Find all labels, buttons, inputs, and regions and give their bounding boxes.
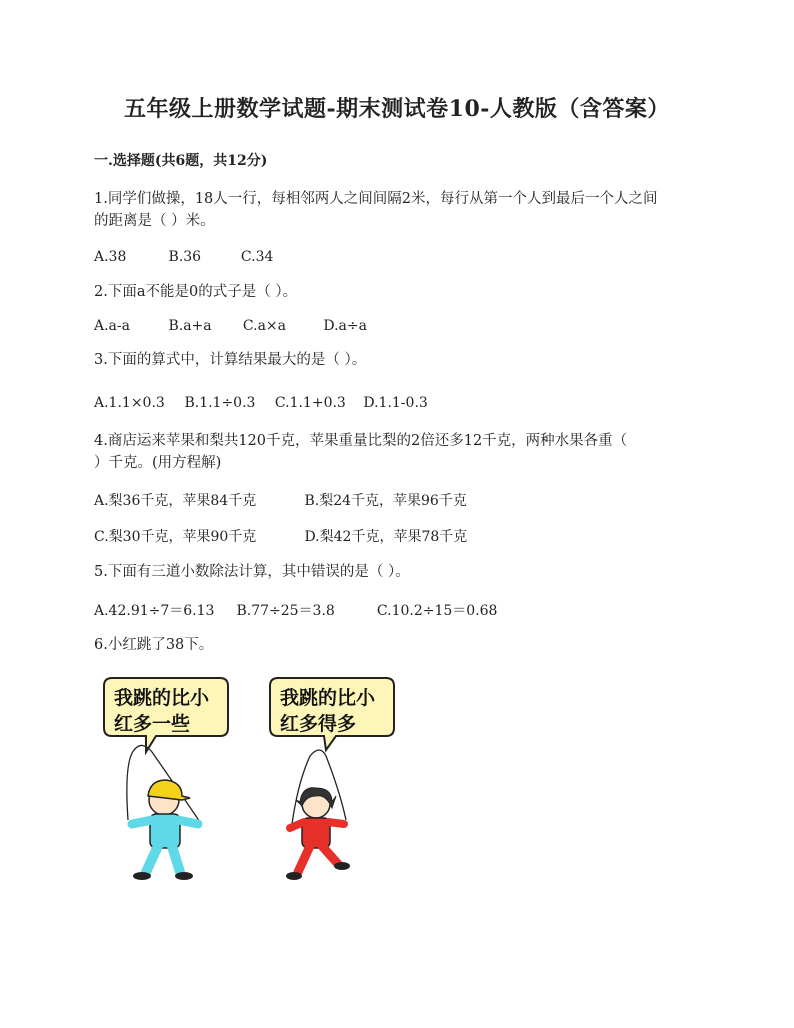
question-1 (94, 188, 704, 232)
girl-left-leg (298, 846, 310, 872)
boy-right-arm (178, 820, 198, 824)
boy-right-shoe (175, 872, 193, 880)
girl-right-arm (328, 822, 344, 824)
question-5-options (94, 600, 497, 620)
option-a: A.38 (94, 249, 127, 265)
girl-figure (286, 750, 350, 880)
question-6-line-1: 6.小红跳了38下。 (94, 637, 214, 653)
question-2-line-1: 2.下面a不能是0的式子是（ ）。 (94, 284, 298, 300)
question-1-line-1: 1.同学们做操，18人一行，每相邻两人之间间隔2米，每行从第一个人到最后一个人之间 (94, 191, 658, 207)
option-d: D.a÷a (323, 318, 367, 334)
question-3-options (94, 395, 428, 411)
girl-left-arm (290, 822, 304, 828)
option-b: B.36 (168, 249, 202, 265)
question-5-line-1: 5.下面有三道小数除法计算，其中错误的是（ ）。 (94, 564, 410, 580)
option-c: C.梨30千克，苹果90千克 (94, 529, 257, 545)
question-5 (94, 561, 704, 583)
question-2-options (94, 318, 367, 334)
option-c: C.10.2÷15＝0.68 (376, 603, 498, 619)
option-a: A.a-a (94, 318, 130, 334)
girl-right-leg (322, 846, 338, 864)
section-heading: 一.选择题(共6题，共12分) (94, 153, 268, 169)
option-d: D.梨42千克，苹果78千克 (304, 529, 468, 545)
boy-left-arm (132, 820, 152, 824)
option-a: A.梨36千克，苹果84千克 (94, 493, 257, 509)
option-b: B.77÷25＝3.8 (236, 603, 335, 619)
option-b: B.梨24千克，苹果96千克 (304, 493, 467, 509)
option-a: A.1.1×0.3 (94, 395, 165, 411)
question-4-options-row-1 (94, 490, 467, 510)
option-a: A.42.91÷7＝6.13 (94, 603, 215, 619)
boy-right-leg (172, 846, 180, 872)
question-4-line-2: ）千克。(用方程解) (94, 455, 222, 471)
option-d: D.1.1-0.3 (363, 395, 428, 411)
option-c: C.1.1+0.3 (274, 395, 346, 411)
girl-right-shoe (334, 862, 350, 870)
option-c: C.34 (240, 249, 274, 265)
question-3-line-1: 3.下面的算式中，计算结果最大的是（ ）。 (94, 352, 367, 368)
question-3 (94, 349, 704, 371)
option-b: B.1.1÷0.3 (184, 395, 256, 411)
boy-figure (127, 745, 200, 880)
boy-cap (148, 780, 190, 800)
option-c: C.a×a (242, 318, 286, 334)
question-4 (94, 430, 704, 474)
girl-left-shoe (286, 872, 302, 880)
bubble-left-line-2: 红多一些 (114, 713, 191, 735)
question-2 (94, 281, 704, 303)
question-1-options (94, 249, 273, 265)
bubble-left-line-1: 我跳的比小 (114, 687, 210, 709)
boy-left-leg (146, 846, 158, 872)
bubble-right-line-1: 我跳的比小 (280, 687, 376, 709)
option-b: B.a+a (168, 318, 212, 334)
question-4-line-1: 4.商店运来苹果和梨共120千克，苹果重量比梨的2倍还多12千克，两种水果各重（ (94, 433, 628, 449)
bubble-right-line-2: 红多得多 (280, 713, 357, 735)
question-6 (94, 634, 704, 656)
jump-rope-illustration (94, 672, 414, 902)
boy-left-shoe (133, 872, 151, 880)
page-title: 五年级上册数学试题-期末测试卷10-人教版（含答案） (124, 96, 670, 122)
question-4-options-row-2 (94, 526, 467, 546)
question-1-line-2: 的距离是（ ）米。 (94, 213, 215, 229)
